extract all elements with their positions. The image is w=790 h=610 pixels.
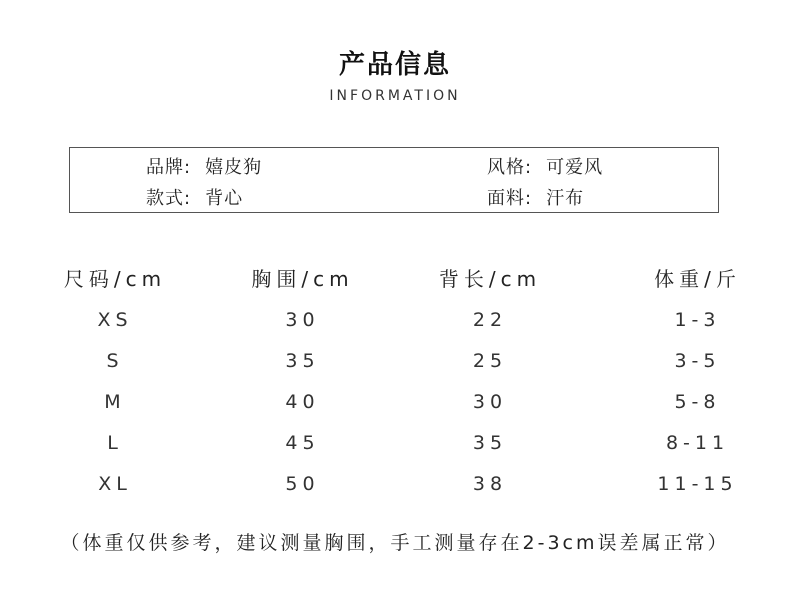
size-table: [0, 255, 790, 504]
table-row: [0, 422, 790, 463]
cell-size: XL: [98, 472, 132, 495]
header-back-length: 背长/cm: [438, 266, 542, 291]
cell-chest: 30: [285, 308, 320, 331]
cell-weight: 5-8: [674, 390, 721, 413]
info-style: [487, 153, 603, 179]
cell-back-length: 38: [472, 472, 508, 495]
cell-chest: 40: [285, 390, 320, 413]
cell-weight: 11-15: [657, 472, 738, 495]
table-row: [0, 463, 790, 504]
cell-back-length: 25: [472, 349, 508, 372]
cell-size: L: [107, 431, 123, 454]
table-row: [0, 381, 790, 422]
measurement-note: （体重仅供参考，建议测量胸围，手工测量存在2-3cm误差属正常）: [60, 532, 730, 554]
header-chest: 胸围/cm: [251, 266, 354, 291]
info-brand-label: 品牌:: [146, 157, 192, 178]
product-info-box: [69, 147, 719, 213]
info-style-type-label: 款式:: [146, 188, 192, 209]
table-row: [0, 340, 790, 381]
cell-size: M: [104, 390, 126, 413]
cell-size: XS: [97, 308, 133, 331]
cell-chest: 50: [285, 472, 320, 495]
cell-weight: 3-5: [674, 349, 721, 372]
info-brand-value: 嬉皮狗: [205, 157, 263, 178]
page-title: 产品信息: [338, 50, 451, 80]
size-table-header-row: [0, 255, 790, 299]
cell-chest: 45: [285, 431, 320, 454]
cell-weight: 8-11: [665, 431, 730, 454]
header-size: 尺码/cm: [63, 266, 167, 291]
cell-chest: 35: [285, 349, 320, 372]
info-style-value: 可爱风: [546, 157, 604, 178]
cell-back-length: 35: [472, 431, 508, 454]
info-style-label: 风格:: [487, 157, 533, 178]
table-row: [0, 299, 790, 340]
info-style-type-value: 背心: [205, 188, 244, 209]
info-style-type: [146, 184, 243, 210]
info-fabric-value: 汗布: [546, 188, 585, 209]
info-fabric-label: 面料:: [487, 188, 533, 209]
cell-size: S: [106, 349, 124, 372]
header-weight: 体重/斤: [654, 266, 741, 291]
info-fabric: [487, 184, 584, 210]
cell-back-length: 22: [472, 308, 508, 331]
page-subtitle: INFORMATION: [329, 88, 461, 104]
info-brand: [146, 153, 262, 179]
cell-weight: 1-3: [674, 308, 721, 331]
cell-back-length: 30: [472, 390, 508, 413]
